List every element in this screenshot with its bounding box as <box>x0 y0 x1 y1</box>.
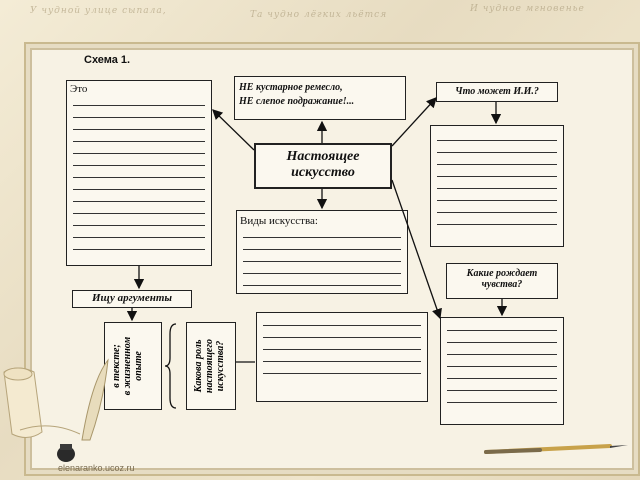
arrow-to-eto <box>213 110 254 150</box>
chto-mozhet-label: Что может И.И.? <box>455 86 539 97</box>
box-eto-label: Это <box>70 83 88 95</box>
center-line1: Настоящее <box>286 149 360 164</box>
kakova-line3: искусства? <box>215 340 226 392</box>
not-craft-line1: НЕ кустарное ремесло, <box>239 82 343 93</box>
not-craft-line2: НЕ слепое подражание!... <box>239 96 355 107</box>
vidy-label: Виды искусства: <box>240 215 318 227</box>
watermark: elenaranko.ucoz.ru <box>58 463 135 473</box>
v-tekste-line1: в тексте; <box>111 344 122 388</box>
v-tekste-line3: опыте <box>133 351 144 381</box>
kakova-line1: Какова роль <box>193 339 204 393</box>
scroll-quill-decoration <box>4 360 108 462</box>
handwriting-decoration: У чудной улице сыпала, <box>30 6 167 16</box>
handwriting-decoration: И чудное мгновенье <box>470 4 585 14</box>
center-line2: искусство <box>291 165 355 180</box>
v-tekste-line2: в жизненном <box>122 336 133 396</box>
scheme-title: Схема 1. <box>84 54 131 66</box>
kakova-line2: настоящего <box>204 338 215 394</box>
arrow-to-kakie-answers <box>392 180 440 318</box>
brace <box>165 324 176 408</box>
kakie-line1: Какие рождает <box>466 268 538 279</box>
kakie-line2: чувства? <box>481 279 523 290</box>
pen-decoration <box>486 445 628 452</box>
handwriting-decoration: Та чудно лёгких льётся <box>250 10 388 20</box>
arrow-to-chto-mozhet <box>392 98 436 146</box>
ishchu-label: Ищу аргументы <box>91 292 173 304</box>
